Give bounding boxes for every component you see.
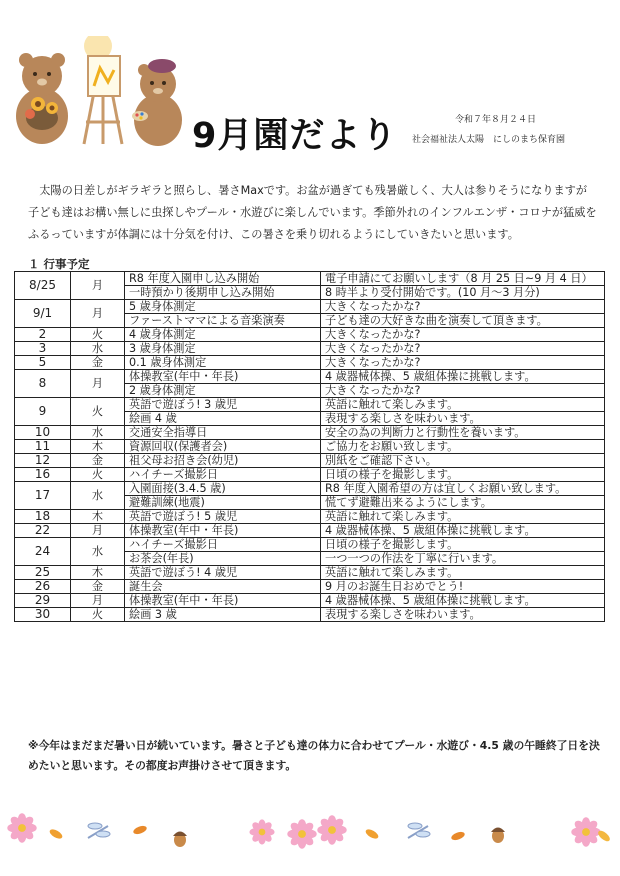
schedule-weekday: 月 [71,300,125,328]
schedule-event-description: 表現する楽しさを味わいます。 [321,608,605,622]
schedule-event-description: 大きくなったかな? [321,342,605,356]
schedule-event-description: 英語に触れて楽しみます。 [321,398,605,412]
schedule-weekday: 月 [71,594,125,608]
schedule-event-name: お茶会(年長) [125,552,321,566]
schedule-weekday: 火 [71,398,125,426]
table-row [15,482,605,496]
schedule-weekday: 月 [71,272,125,300]
schedule-event-name: ハイチーズ撮影日 [125,538,321,552]
schedule-day: 16 [15,468,71,482]
schedule-weekday: 木 [71,510,125,524]
schedule-event-name: 資源回収(保護者会) [125,440,321,454]
schedule-event-description: 大きくなったかな? [321,356,605,370]
dragonfly-icon [408,823,430,838]
schedule-event-name: 入園面接(3.4.5 歳) [125,482,321,496]
table-row [15,566,605,580]
table-row [15,398,605,412]
schedule-event-description: 電子申請にてお願いします（8 月 25 日~9 月 4 日） [321,272,605,286]
table-row [15,524,605,538]
schedule-day: 2 [15,328,71,342]
schedule-weekday: 火 [71,328,125,342]
schedule-event-name: 体操教室(年中・年長) [125,524,321,538]
autumn-leaf-icon [450,830,466,841]
schedule-event-name: 避難訓練(地震) [125,496,321,510]
easel-icon [84,56,122,144]
schedule-event-name: 交通安全指導日 [125,426,321,440]
schedule-event-description: 8 時半より受付開始です。(10 月～3 月分) [321,286,605,300]
schedule-event-description: 日頃の様子を撮影します。 [321,468,605,482]
autumn-leaf-icon [132,824,148,835]
schedule-event-name: 5 歳身体測定 [125,300,321,314]
schedule-day: 26 [15,580,71,594]
table-row [15,272,605,286]
table-row [15,300,605,314]
schedule-weekday: 金 [71,580,125,594]
bear-painter-icon [132,59,182,146]
table-row [15,510,605,524]
schedule-day: 17 [15,482,71,510]
schedule-day: 12 [15,454,71,468]
schedule-day: 3 [15,342,71,356]
schedule-event-description: 大きくなったかな? [321,328,605,342]
schedule-day: 8/25 [15,272,71,300]
schedule-event-description: 子ども達の大好きな曲を演奏して頂きます。 [321,314,605,328]
section-title: １ 行事予定 [28,257,90,271]
schedule-event-description: 表現する楽しさを味わいます。 [321,412,605,426]
schedule-event-name: 4 歳身体測定 [125,328,321,342]
schedule-day: 5 [15,356,71,370]
schedule-day: 9 [15,398,71,426]
table-row [15,594,605,608]
schedule-event-name: 絵画 4 歳 [125,412,321,426]
schedule-event-description: 安全の為の判断力と行動性を養います。 [321,426,605,440]
schedule-weekday: 水 [71,342,125,356]
schedule-event-name: 体操教室(年中・年長) [125,370,321,384]
schedule-day: 24 [15,538,71,566]
schedule-weekday: 金 [71,356,125,370]
schedule-event-name: 英語で遊ぼう! 5 歳児 [125,510,321,524]
cosmos-flower-icon [287,819,316,848]
table-row [15,426,605,440]
cosmos-flower-icon [317,815,346,844]
table-row [15,454,605,468]
schedule-event-description: 大きくなったかな? [321,300,605,314]
note-text: ※今年はまだまだ暑い日が続いています。暑さと子ども達の体力に合わせてプール・水遊び・4.5 歳の午睡終了日を決めたいと思います。その都度お声掛けさせて頂きます。 [28,739,600,772]
table-row [15,440,605,454]
schedule-event-description: 日頃の様子を撮影します。 [321,538,605,552]
schedule-event-description: 大きくなったかな? [321,384,605,398]
table-row [15,608,605,622]
table-row [15,538,605,552]
table-row [15,342,605,356]
autumn-border [0,806,620,866]
acorn-icon [173,832,187,848]
intro-paragraph: 太陽の日差しがギラギラと照らし、暑さMaxです。お盆が過ぎても残暑厳しく、大人は参りそうになりますが子ども達はお構い無しに虫探しやプール・水遊びに楽しんでいます。季節外れのインフルエンザ・コロナが猛威をふるっていますが体調には十分気を付け、この暑さを乗り切れるようにしていきたいと思います。 [28,184,597,241]
schedule-weekday: 金 [71,454,125,468]
schedule-event-description: 慌てず避難出来るようにします。 [321,496,605,510]
header [0,0,620,160]
schedule-day: 25 [15,566,71,580]
schedule-event-name: ハイチーズ撮影日 [125,468,321,482]
schedule-table [14,271,605,622]
schedule-event-name: 誕生会 [125,580,321,594]
schedule-event-name: ファーストママによる音楽演奏 [125,314,321,328]
issue-date: 令和７年８月２４日 [455,115,537,125]
schedule-event-description: ご協力をお願い致します。 [321,440,605,454]
table-row [15,468,605,482]
table-row [15,356,605,370]
schedule-day: 10 [15,426,71,440]
schedule-event-description: 9 月のお誕生日おめでとう! [321,580,605,594]
schedule-event-description: 4 歳器械体操、5 歳組体操に挑戦します。 [321,370,605,384]
schedule-weekday: 火 [71,468,125,482]
schedule-event-description: 英語に触れて楽しみます。 [321,566,605,580]
schedule-event-name: 0.1 歳身体測定 [125,356,321,370]
table-row [15,580,605,594]
schedule-event-name: 2 歳身体測定 [125,384,321,398]
schedule-day: 11 [15,440,71,454]
table-row [15,328,605,342]
schedule-event-description: 英語に触れて楽しみます。 [321,510,605,524]
dragonfly-icon [88,823,110,838]
schedule-event-description: R8 年度入園希望の方は宜しくお願い致します。 [321,482,605,496]
schedule-day: 22 [15,524,71,538]
schedule-weekday: 水 [71,482,125,510]
bears-painting-illustration [8,36,188,148]
schedule-event-name: R8 年度入園申し込み開始 [125,272,321,286]
schedule-weekday: 火 [71,608,125,622]
schedule-event-description: 一つ一つの作法を丁寧に行います。 [321,552,605,566]
cosmos-flower-icon [571,817,600,846]
schedule-event-name: 体操教室(年中・年長) [125,594,321,608]
schedule-event-name: 英語で遊ぼう! 3 歳児 [125,398,321,412]
page-title: 9月園だより [192,116,398,156]
cosmos-flower-icon [7,813,36,842]
schedule-weekday: 水 [71,538,125,566]
schedule-event-description: 4 歳器械体操、5 歳組体操に挑戦します。 [321,594,605,608]
autumn-leaf-icon [48,827,64,840]
schedule-event-description: 別紙をご確認下さい。 [321,454,605,468]
schedule-event-name: 祖父母お招き会(幼児) [125,454,321,468]
schedule-day: 9/1 [15,300,71,328]
cosmos-flower-icon [249,819,274,844]
table-row [15,370,605,384]
schedule-event-name: 3 歳身体測定 [125,342,321,356]
schedule-day: 30 [15,608,71,622]
schedule-weekday: 月 [71,370,125,398]
schedule-day: 29 [15,594,71,608]
schedule-weekday: 水 [71,426,125,440]
autumn-leaf-icon [364,827,380,840]
schedule-day: 8 [15,370,71,398]
schedule-weekday: 月 [71,524,125,538]
schedule-event-name: 絵画 3 歳 [125,608,321,622]
schedule-weekday: 木 [71,440,125,454]
schedule-weekday: 木 [71,566,125,580]
schedule-event-name: 英語で遊ぼう! 4 歳児 [125,566,321,580]
acorn-icon [491,828,505,844]
schedule-event-name: 一時預かり後期申し込み開始 [125,286,321,300]
schedule-event-description: 4 歳器械体操、5 歳組体操に挑戦します。 [321,524,605,538]
organization-name: 社会福祉法人太陽 にしのまち保育園 [412,135,566,145]
schedule-day: 18 [15,510,71,524]
